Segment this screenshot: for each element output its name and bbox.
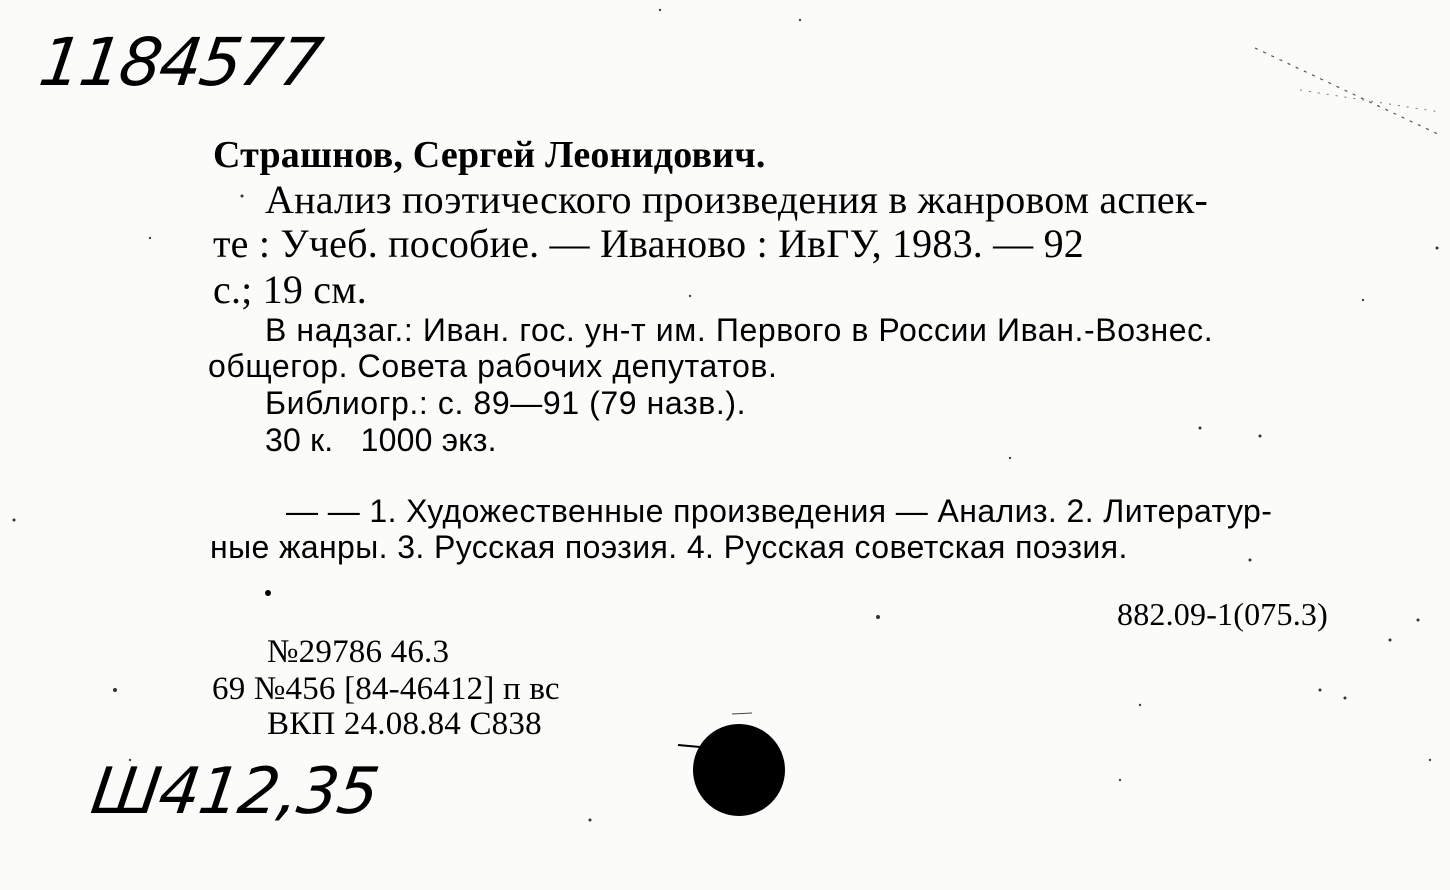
- title-line-2: те : Учеб. пособие. — Иваново : ИвГУ, 1983. — 92: [213, 221, 1084, 266]
- handwritten-shelfmark-top: 1184577: [34, 24, 326, 101]
- record-line-3: ВКП 24.08.84 С838: [267, 706, 542, 742]
- udc-code: 882.09-1(075.3): [1117, 596, 1328, 632]
- note-line-1: В надзаг.: Иван. гос. ун-т им. Первого в России Иван.-Вознес.: [265, 312, 1214, 348]
- subjects-line-2: ные жанры. 3. Русская поэзия. 4. Русская советская поэзия.: [210, 529, 1128, 565]
- handwritten-shelfmark-bottom: Ш412,35: [86, 755, 383, 829]
- note-line-2: общегор. Совета рабочих депутатов.: [208, 348, 778, 384]
- record-line-1: №29786 46.3: [267, 634, 450, 670]
- note-line-4: 30 к. 1000 экз.: [265, 422, 497, 458]
- record-line-2: 69 №456 [84-46412] п вс: [212, 671, 560, 707]
- subjects-line-1: — — 1. Художественные произведения — Анализ. 2. Литератур-: [286, 493, 1273, 529]
- note-line-3: Библиогр.: с. 89—91 (79 назв.).: [265, 385, 747, 421]
- punch-hole: [693, 724, 785, 816]
- title-line-1: Анализ поэтического произведения в жанровом аспек-: [265, 177, 1209, 222]
- author-heading: Страшнов, Сергей Леонидович.: [213, 134, 766, 176]
- title-line-3: с.; 19 см.: [213, 267, 367, 312]
